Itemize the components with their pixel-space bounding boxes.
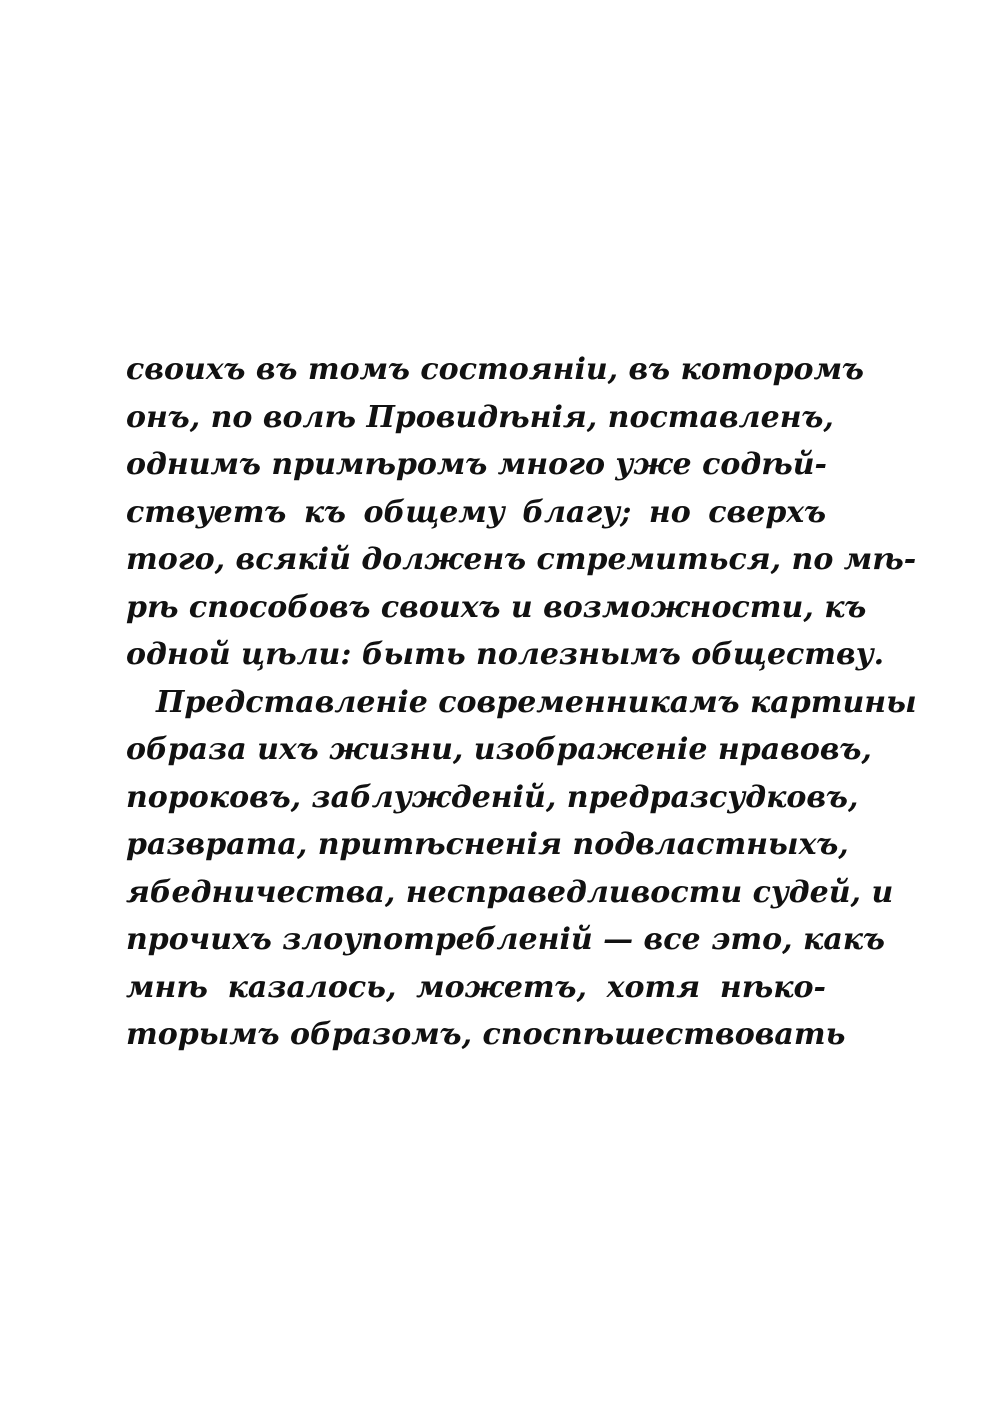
text-line: ствуетъ къ общему благу; но сверхъ bbox=[126, 494, 826, 530]
text-line: прочихъ злоупотребленій — все это, какъ bbox=[126, 922, 885, 957]
text-line: одной цѣли: быть полезнымъ обществу. bbox=[126, 637, 885, 672]
text-line: образа ихъ жизни, изображеніе нравовъ, bbox=[126, 732, 872, 767]
text-line: разврата, притѣсненія подвластныхъ, bbox=[126, 827, 849, 862]
text-line: однимъ примѣромъ много уже содѣй- bbox=[126, 447, 827, 482]
text-line: торымъ образомъ, споспѣшествовать bbox=[126, 1017, 846, 1052]
text-line: онъ, по волѣ Провидѣнія, поставленъ, bbox=[126, 399, 834, 435]
text-line: мнѣ казалось, можетъ, хотя нѣко- bbox=[126, 969, 826, 1005]
text-line: того, всякій долженъ стремиться, по мѣ- bbox=[126, 542, 917, 577]
paragraph-first-line: Представленіе современникамъ картины bbox=[156, 684, 917, 720]
body-text bbox=[126, 346, 917, 1059]
text-line: своихъ въ томъ состояніи, въ которомъ bbox=[126, 352, 864, 387]
text-line: ябедничества, несправедливости судей, и bbox=[126, 874, 894, 910]
text-line: рѣ способовъ своихъ и возможности, къ bbox=[126, 589, 867, 625]
text-line: пороковъ, заблужденій, предразсудковъ, bbox=[126, 779, 859, 815]
